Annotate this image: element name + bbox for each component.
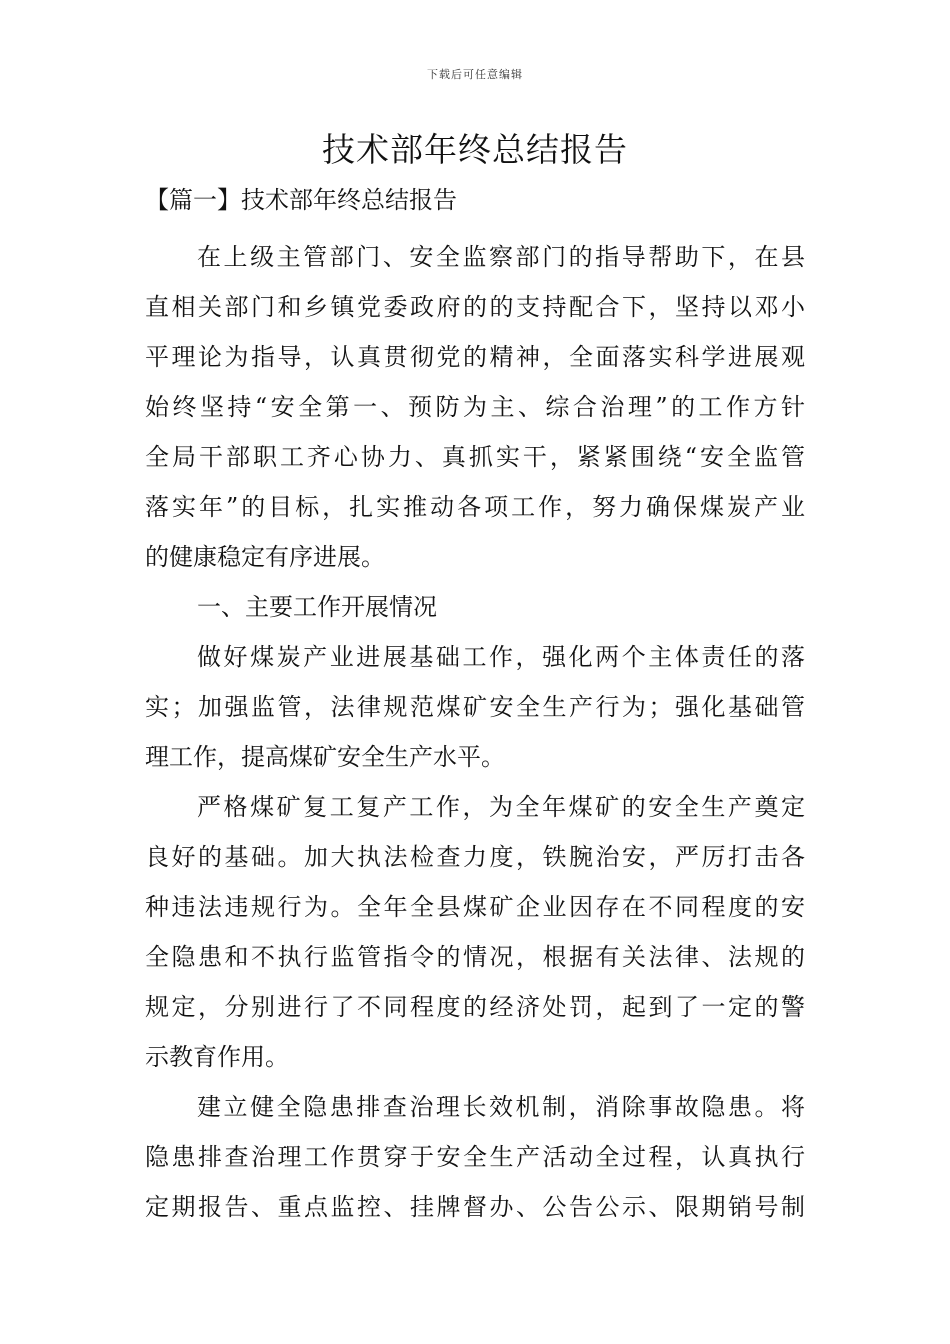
paragraph-line: 直相关部门和乡镇党委政府的的支持配合下，坚持以邓小 (145, 293, 805, 321)
paragraph-line: 定期报告、重点监控、挂牌督办、公告公示、限期销号制 (145, 1193, 805, 1221)
header-note: 下载后可任意编辑 (427, 68, 523, 81)
paragraph-line: 隐患排查治理工作贯穿于安全生产活动全过程，认真执行 (145, 1143, 805, 1171)
paragraph (145, 782, 805, 1082)
paragraph-line: 平理论为指导，认真贯彻党的精神，全面落实科学进展观 (145, 343, 805, 371)
paragraph-line: 全隐患和不执行监管指令的情况，根据有关法律、法规的 (145, 943, 805, 971)
paragraph-line: 的健康稳定有序进展。 (145, 543, 385, 571)
paragraph-line: 落实年”的目标，扎实推动各项工作，努力确保煤炭产业 (145, 493, 805, 521)
paragraph (145, 1082, 805, 1232)
paragraph-line: 严格煤矿复工复产工作，为全年煤矿的安全生产奠定 (197, 793, 805, 821)
paragraph-line: 示教育作用。 (145, 1043, 289, 1071)
paragraph-line: 全局干部职工齐心协力、真抓实干，紧紧围绕“安全监管 (145, 443, 805, 471)
subheading-line: 一、主要工作开展情况 (197, 593, 437, 621)
paragraph (145, 232, 805, 582)
subheading-paragraph (145, 582, 805, 632)
paragraph-line: 理工作，提高煤矿安全生产水平。 (145, 743, 505, 771)
paragraph-line: 种违法违规行为。全年全县煤矿企业因存在不同程度的安 (145, 893, 805, 921)
section-heading: 【篇一】技术部年终总结报告 (145, 186, 457, 214)
paragraph-line: 规定，分别进行了不同程度的经济处罚，起到了一定的警 (145, 993, 805, 1021)
paragraph-line: 做好煤炭产业进展基础工作，强化两个主体责任的落 (197, 643, 805, 671)
paragraph-line: 在上级主管部门、安全监察部门的指导帮助下，在县 (197, 243, 805, 271)
document-body (145, 182, 805, 1232)
paragraph-line: 始终坚持“安全第一、预防为主、综合治理”的工作方针 (145, 393, 805, 421)
paragraph (145, 632, 805, 782)
paragraph-line: 实；加强监管，法律规范煤矿安全生产行为；强化基础管 (145, 693, 805, 721)
paragraph-line: 建立健全隐患排查治理长效机制，消除事故隐患。将 (197, 1093, 805, 1121)
document-title: 技术部年终总结报告 (322, 130, 628, 169)
paragraph-line: 良好的基础。加大执法检查力度，铁腕治安，严厉打击各 (145, 843, 805, 871)
